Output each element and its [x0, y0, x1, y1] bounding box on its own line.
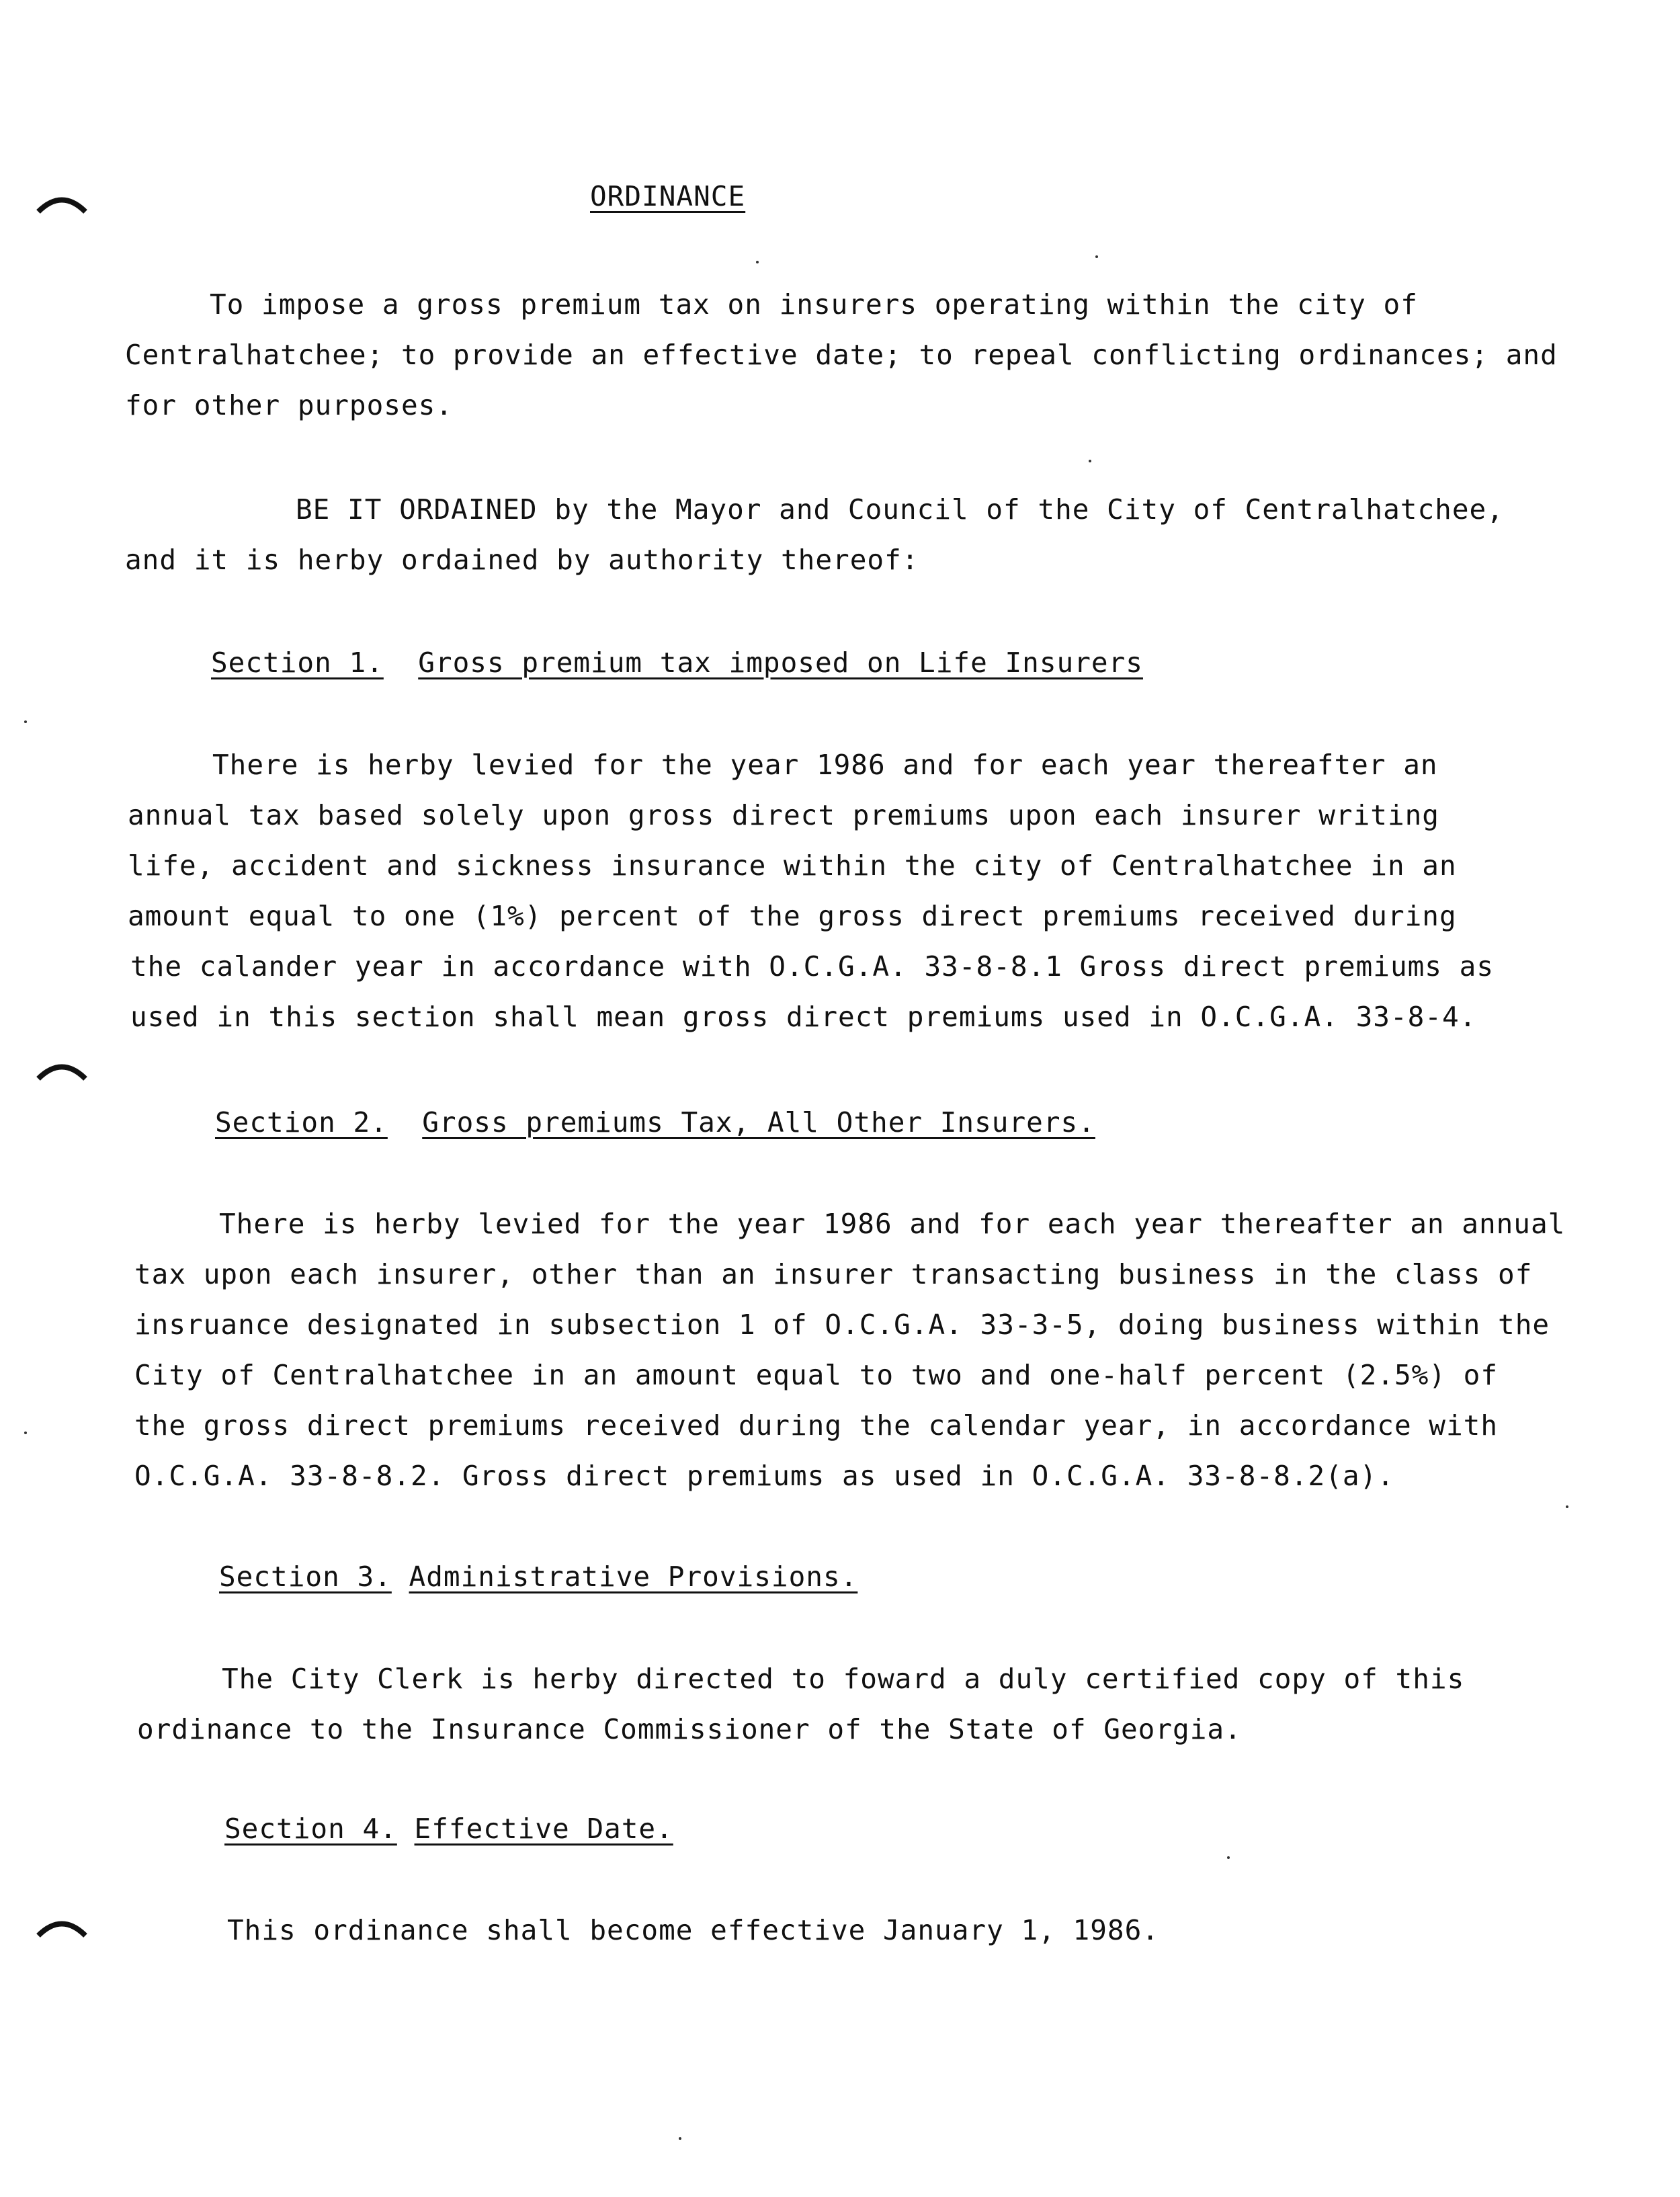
- enacting-line: BE IT ORDAINED by the Mayor and Council of the City of Centralhatchee,: [296, 493, 1504, 526]
- section-title: Administrative Provisions.: [409, 1561, 858, 1593]
- section-1-line: There is herby levied for the year 1986 and for each year thereafter an: [212, 749, 1438, 781]
- scan-speck: [1227, 1856, 1230, 1859]
- section-1-line: amount equal to one (1%) percent of the gross direct premiums received during: [128, 900, 1457, 932]
- section-2-line: tax upon each insurer, other than an insurer transacting business in the class of: [134, 1258, 1533, 1290]
- section-2-heading: [215, 1097, 1095, 1148]
- section-title: Gross premium tax imposed on Life Insurers: [418, 647, 1143, 679]
- binder-hole-mark: [35, 1909, 89, 1949]
- preamble-line: for other purposes.: [125, 389, 453, 421]
- section-number: Section 1.: [211, 647, 384, 679]
- section-1-heading: [211, 637, 1143, 688]
- scan-speck: [1566, 1505, 1568, 1508]
- scan-speck: [1089, 460, 1091, 462]
- section-1-line: annual tax based solely upon gross direct premiums upon each insurer writing: [128, 799, 1439, 831]
- section-2-line: insruance designated in subsection 1 of O.C.G.A. 33-3-5, doing business within the: [134, 1309, 1550, 1341]
- section-1-line: life, accident and sickness insurance within the city of Centralhatchee in an: [128, 849, 1457, 882]
- scan-speck: [24, 720, 27, 723]
- enacting-line: and it is herby ordained by authority thereof:: [125, 544, 919, 576]
- section-2-line: City of Centralhatchee in an amount equal to two and one-half percent (2.5%) of: [134, 1359, 1499, 1391]
- section-2-line: the gross direct premiums received during the calendar year, in accordance with: [134, 1409, 1499, 1442]
- scan-speck: [1095, 255, 1098, 258]
- binder-hole-mark: [35, 185, 89, 225]
- preamble-line: Centralhatchee; to provide an effective date; to repeal conflicting ordinances; and: [125, 339, 1558, 371]
- section-4-line: This ordinance shall become effective January 1, 1986.: [227, 1914, 1159, 1946]
- scan-speck: [24, 1432, 27, 1434]
- document-title: ORDINANCE: [590, 180, 746, 212]
- preamble-line: To impose a gross premium tax on insurers operating within the city of: [210, 288, 1418, 321]
- scan-speck: [756, 261, 759, 263]
- section-3-heading: [219, 1551, 857, 1602]
- section-number: Section 3.: [219, 1561, 392, 1593]
- section-1-line: the calander year in accordance with O.C.G.A. 33-8-8.1 Gross direct premiums as: [130, 950, 1495, 983]
- section-title: Gross premiums Tax, All Other Insurers.: [422, 1106, 1095, 1138]
- section-3-line: The City Clerk is herby directed to foward a duly certified copy of this: [222, 1663, 1465, 1695]
- section-1-line: used in this section shall mean gross direct premiums used in O.C.G.A. 33-8-4.: [130, 1001, 1477, 1033]
- section-number: Section 4.: [224, 1813, 397, 1845]
- section-title: Effective Date.: [414, 1813, 673, 1845]
- section-3-line: ordinance to the Insurance Commissioner of the State of Georgia.: [137, 1713, 1242, 1745]
- section-4-heading: [224, 1803, 673, 1854]
- scan-speck: [679, 2137, 681, 2140]
- section-2-line: O.C.G.A. 33-8-8.2. Gross direct premiums as used in O.C.G.A. 33-8-8.2(a).: [134, 1460, 1394, 1492]
- section-number: Section 2.: [215, 1106, 388, 1138]
- section-2-line: There is herby levied for the year 1986 and for each year thereafter an annual: [219, 1208, 1566, 1240]
- binder-hole-mark: [35, 1052, 89, 1092]
